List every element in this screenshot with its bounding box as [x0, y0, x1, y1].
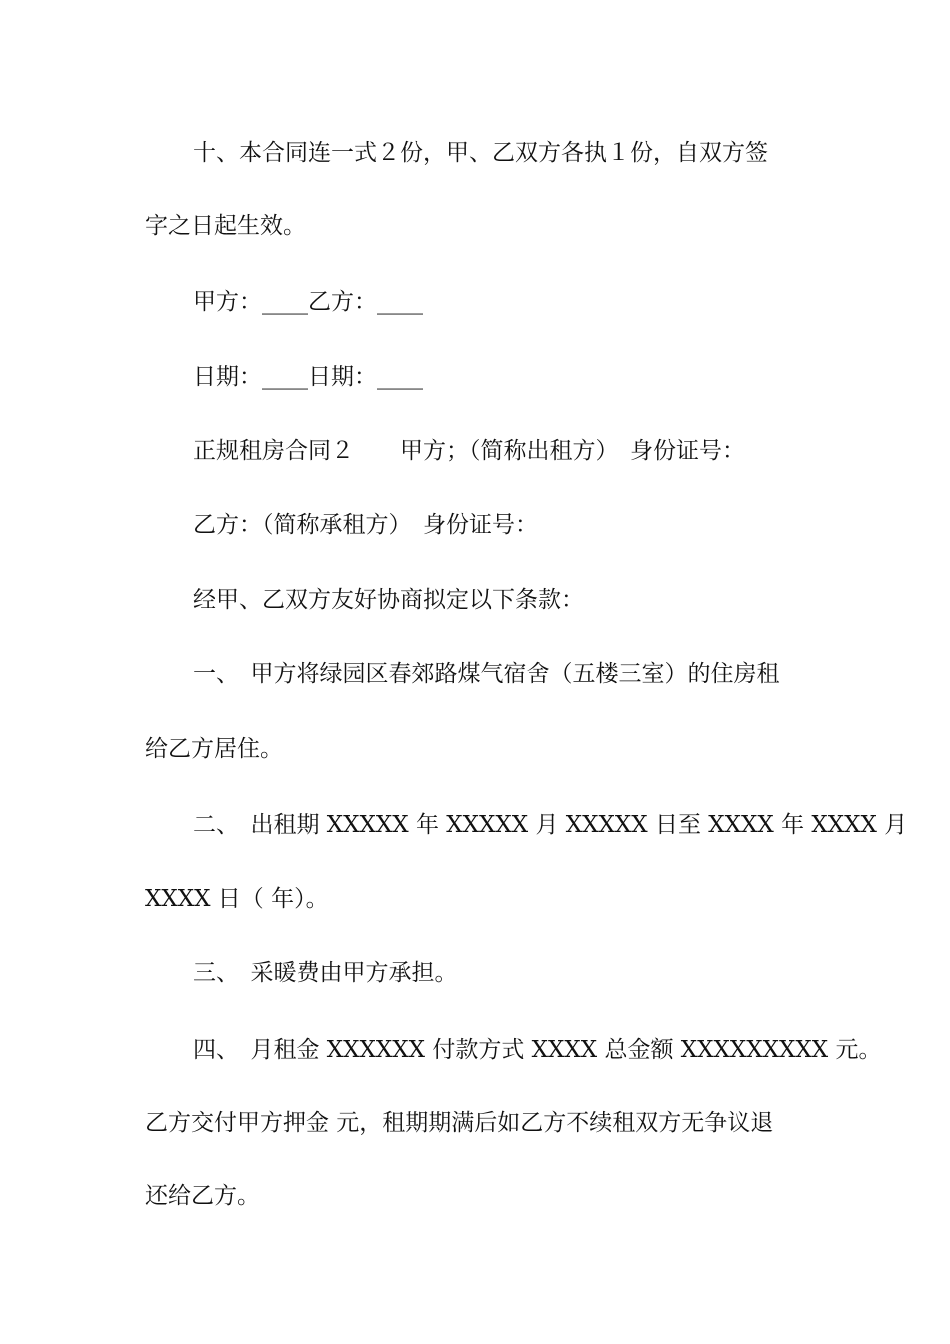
clause-2-line-1: 二、 出租期 XXXXX 年 XXXXX 月 XXXXX 日至 XXXX 年 XXXX 月 — [193, 812, 908, 838]
clause-1-line-2: 给乙方居住。 — [145, 736, 283, 762]
contract-2-title-line: 正规租房合同２ 甲方；（简称出租方） 身份证号： — [193, 438, 745, 464]
signature-date-line: 日期：____日期：____ — [193, 364, 423, 390]
signature-party-line: 甲方：____乙方：____ — [193, 289, 423, 315]
clause-10-line-1: 十、本合同连一式２份，甲、乙双方各执１份，自双方签 — [193, 140, 768, 166]
clause-4-line-3: 还给乙方。 — [145, 1183, 260, 1209]
clause-4-line-2: 乙方交付甲方押金 元，租期期满后如乙方不续租双方无争议退 — [145, 1110, 774, 1136]
clause-3-line: 三、 采暖费由甲方承担。 — [193, 960, 458, 986]
clause-1-line-1: 一、 甲方将绿园区春郊路煤气宿舍（五楼三室）的住房租 — [193, 661, 780, 687]
clause-10-line-2: 字之日起生效。 — [145, 213, 306, 239]
intro-line: 经甲、乙双方友好协商拟定以下条款： — [193, 587, 584, 613]
clause-4-line-1: 四、 月租金 XXXXXX 付款方式 XXXX 总金额 XXXXXXXXX 元。 — [193, 1037, 882, 1063]
clause-2-line-2: XXXX 日（ 年）。 — [145, 886, 329, 912]
party-b-line: 乙方：（简称承租方） 身份证号： — [193, 512, 538, 538]
